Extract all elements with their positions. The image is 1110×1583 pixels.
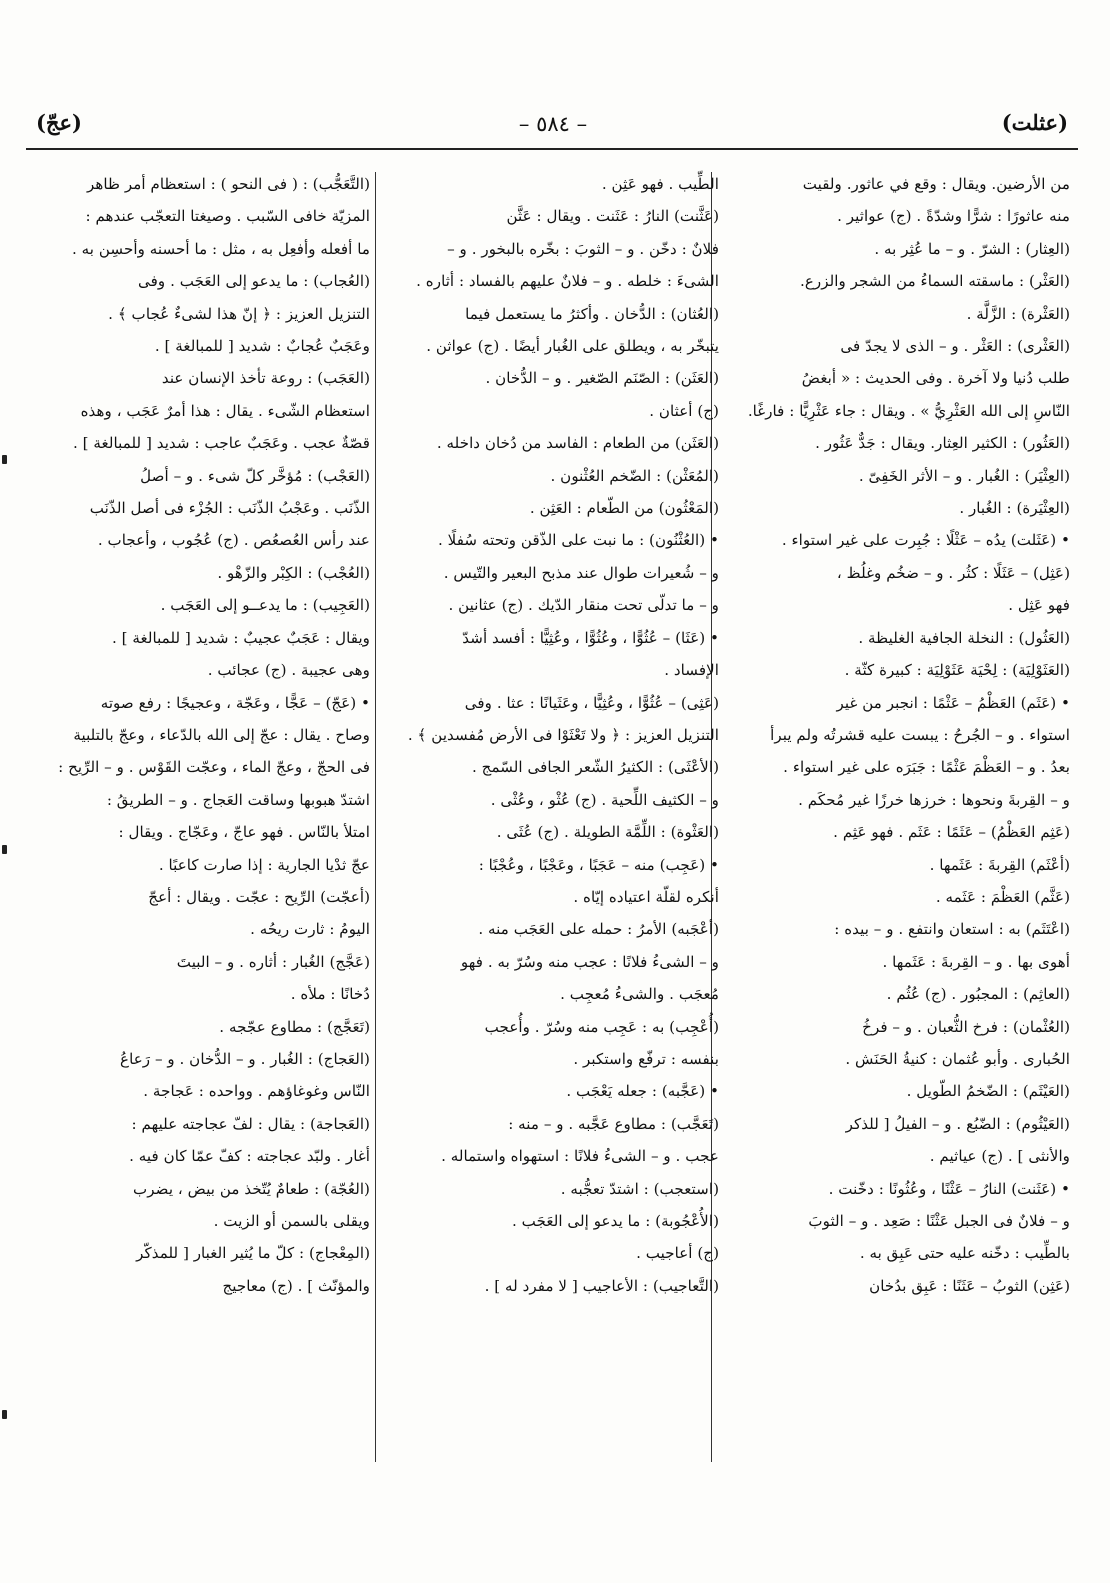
entry-line: • (العُثْنُون) : ما نبت على الذّقن وتحته سُفلًا . — [438, 531, 719, 550]
entry-line: ويقلى بالسمن أو الزيت . — [213, 1212, 370, 1230]
entry-line: (العَثْوة) : اللِّمَّة الطويلة . (ج) عُثَى . — [496, 823, 719, 842]
entry-line: (ج) أعاجيب . — [636, 1244, 719, 1263]
entry-line: (أعْثَم) القِربةَ : عَثَمها . — [929, 855, 1070, 874]
entry-line: (العَجِيب) : ما يدعــو إلى العَجَب . — [160, 596, 370, 615]
entry-line: • (عَجَّبه) : جعله يَعْجَب . — [566, 1082, 719, 1101]
entry-line: الذّنَب . وعَجْبُ الذّنَب : الجُزْء فى أصل الذّنَب — [89, 499, 370, 518]
entry-line: عجب . و – الشىءُ فلانًا : استهواه واستماله . — [441, 1147, 719, 1166]
entry-line: فى الحجّ ، وعجّ الماء ، وعجّت القَوْس . و – الرِّيح : — [58, 758, 370, 777]
entry-line: الطِّيب . فهو عَثِن . — [601, 175, 719, 193]
entry-line: (العَجْب) : مُؤخَّر كلّ شىء . و – أصلُ — [140, 466, 370, 485]
entry-line: ويقال : عَجَبٌ عجيبٌ : شديد [ للمبالغة ] . — [111, 628, 370, 647]
entry-line: • (عَثَا) – عُثُوًّا ، وعُثُوًّا ، وعُثِيًّا : أفسد أشدّ — [462, 628, 719, 647]
entry-line: فلانٌ : دخّن . و – الثوبَ : بخّره بالبخور . و – — [447, 239, 719, 258]
entry-line: التنزيل العزيز : ﴿ ولا تَعْثَوْا فى الأرض مُفسدين ﴾ . — [407, 725, 719, 744]
entry-line: النّاس وغوغاؤهم . وواحده : عَجاجة . — [143, 1082, 370, 1101]
entry-line: (أُعْجِب) به : عَجِب منه وسُرّ . وأُعجب — [484, 1017, 719, 1036]
entry-line: يتبخّر به ، ويطلق على الغُبار أيضًا . (ج) عواثن . — [426, 337, 719, 356]
entry-line: (العَجاج) : الغُبار . و – الدُّخان . و – رَعاعُ — [120, 1049, 370, 1068]
entry-line: فهو عَثِل . — [1008, 596, 1070, 615]
entry-line: (عَثِن) الثوبُ – عَثَنًا : عَبِق بدُخان — [869, 1276, 1070, 1295]
entry-line: (المِعْجاج) : كلّ ما يُثير الغبار [ للمذكّر — [136, 1244, 370, 1263]
entry-line: المزيّة خافى السّبب . وصيغتا التعجّب عندهم : — [85, 207, 370, 226]
entry-line: الشىءَ : خلطه . و – فلانٌ عليهم بالفساد : أثاره . — [416, 272, 719, 291]
entry-line: • (عَجّ) – عَجًّا ، وعَجّة ، وعجيجًا : رفع صوته — [100, 693, 370, 712]
entry-line: دُخانًا : ملأه . — [290, 985, 370, 1004]
entry-line: وعَجَبٌ عُجابٌ : شديد [ للمبالغة ] . — [154, 337, 370, 356]
header-rule — [26, 148, 1078, 150]
entry-line: (العُجْب) : الكِبْر والزّهْو . — [217, 563, 370, 582]
page-header — [28, 110, 1078, 146]
entry-line: (العَثَن) : الصّنَم الصّغير . و – الدُّخان . — [485, 369, 719, 388]
entry-line: (العِثْيَر) : الغُبار . و – الأثر الخَفِىّ . — [858, 466, 1070, 485]
entry-line: قصّةٌ عجب . وعَجَبٌ عاجب : شديد [ للمبالغة ] . — [73, 434, 370, 453]
entry-line: مُعجَب . والشىءُ مُعجِب . — [560, 985, 719, 1004]
scan-edge-mark — [2, 455, 7, 464]
entry-line: (ج) أعثان . — [649, 401, 719, 420]
entry-line: (استعجب) : اشتدّ تعجُّبه . — [560, 1179, 719, 1198]
column-left — [37, 168, 370, 1458]
entry-line: بالطِّيب : دخّنه عليه حتى عَبِق به . — [859, 1244, 1070, 1263]
entry-line: أغار . ولبّد عجاجته : كفّ عمّا كان فيه . — [129, 1147, 370, 1166]
entry-line: (عَثَّنت) النارُ : عَثَنت . ويقال : عَثَّن — [506, 207, 719, 226]
entry-line: وصاح . يقال : عجّ إلى الله بالدّعاء ، وعجّ بالتلبية — [73, 725, 370, 744]
entry-line: (الأعْثَى) : الكثيرُ الشّعر الجافى السّمج . — [471, 758, 719, 777]
entry-line: (المَعْثُون) من الطّعام : العَثِن . — [529, 499, 719, 518]
entry-line: (العَثْرى) : العَثْر . و – الذى لا يجدّ فى — [840, 337, 1070, 356]
entry-line: و – الكثيف اللِّحية . (ج) عُثْو ، وعُثْى . — [490, 790, 719, 809]
entry-line: استعظام الشّىء . يقال : هذا أمرٌ عَجَب ، وهذه — [80, 401, 370, 420]
entry-line: والأنثى ] . (ج) عياثيم . — [929, 1147, 1070, 1166]
entry-line: و – الشىءُ فلانًا : عجب منه وسُرّ به . فهو — [460, 952, 719, 971]
entry-line: (عَثِل) – عَثَلًا : كثُر . و – ضخُم وغلُظ ، — [836, 563, 1070, 582]
entry-line: امتلأ بالنّاس . فهو عاجّ ، وعَجّاج . ويقال : — [118, 823, 370, 842]
entry-line: و – ما تدلّى تحت منقار الدّيك . (ج) عثانين . — [448, 596, 719, 615]
entry-line: (العَثَوْلِيَة) : لِحْيَة عَثَوْلِيَة : كبيرة كثّة . — [844, 661, 1070, 680]
entry-line: (العاثِم) : المجبُور . (ج) عُثُم . — [886, 985, 1070, 1004]
entry-line: و – القِربةَ ونحوها : خرزها خرزًا غير مُحكَم . — [798, 790, 1070, 809]
entry-line: (العَثْر) : ماسقته السماءُ من الشجر والزرع. — [800, 272, 1070, 291]
entry-line: الإفساد . — [664, 661, 719, 680]
entry-line: (الأُعْجُوبة) : ما يدعو إلى العَجَب . — [512, 1212, 719, 1230]
entry-line: (العَيْثُوم) : الضّبُع . و – الفيلُ [ للذكر — [845, 1114, 1070, 1133]
entry-line: اشتدّ هبوبها وساقت العَجاج . و – الطريقُ : — [106, 790, 370, 809]
entry-line: (عَثِم العَظْمُ) – عَثَمًا : عَثَم . فهو عَثِم . — [833, 823, 1070, 842]
entry-line: النّاسِ إلى الله العَثْرِيُّ » . ويقال : جاء عَثْرِيًّا : فارغًا. — [747, 401, 1070, 420]
entry-line: بعدُ . و – العَظْمَ عَثْمًا : جَبَرَه على غير استواء . — [783, 758, 1070, 777]
entry-line: الحُبارى . وأبو عُثمان : كنيةُ الحَنَش . — [845, 1049, 1070, 1068]
entry-line: (العَثُول) : النخلة الجافية الغليظة . — [858, 628, 1070, 647]
entry-line: بنفسه : ترفّع واستكبر . — [573, 1049, 719, 1068]
entry-line: (عَثَّم) العَظْمَ : عَثَمه . — [935, 887, 1070, 906]
entry-line: استواء . و – الجُرحُ : يبست عليه قشرتُه ولم يبرأ — [770, 725, 1070, 744]
entry-line: وهى عجيبة . (ج) عجائب . — [207, 661, 370, 680]
entry-line: التنزيل العزيز : ﴿ إنّ هذا لشىءٌ عُجاب ﴾ . — [108, 304, 370, 323]
scan-edge-mark — [2, 845, 7, 854]
entry-line: (العَجَب) : روعة تأخذ الإنسان عند — [161, 369, 370, 388]
entry-line: أهوى بها . و – القِربةَ : عَثَمها . — [882, 952, 1070, 971]
entry-line: و – شُعيرات طوال عند مذبح البعير والتّيس . — [443, 563, 719, 582]
scan-edge-mark — [2, 1410, 7, 1419]
entry-line: منه عاثورًا : شرًّا وشدّةً . (ج) عواثير . — [837, 207, 1070, 226]
dictionary-columns — [28, 160, 1080, 1460]
entry-line: (عَجَّج) الغُبار : أثاره . و – البيتَ — [176, 952, 370, 971]
entry-line: (العَيْثَم) : الضّخمُ الطّويل . — [906, 1082, 1070, 1101]
entry-line: طلب دُنيا ولا آخرة . وفى الحديث : « أبغضُ — [801, 369, 1070, 388]
column-divider — [375, 172, 376, 1462]
entry-line: (التَّعاجيب) : الأعاجيب [ لا مفرد له ] . — [484, 1276, 719, 1295]
entry-line: و – فلانٌ فى الجبل عَثْنًا : صَعِد . و – الثوبَ — [808, 1212, 1070, 1230]
entry-line: • (عَثَلت) يدُه – عَثْلًا : جُبِرت على غير استواء . — [781, 531, 1070, 550]
header-root-right: (عثلت) — [1001, 110, 1068, 135]
entry-line: أنكره لقلّة اعتياده إيّاه . — [573, 887, 719, 906]
entry-line: عند رأس العُصعُص . (ج) عُجُوب ، وأعجاب . — [97, 531, 370, 550]
header-root-left: (عجّ) — [36, 110, 82, 135]
entry-line: (أعجّت) الرِّيح : عجّت . ويقال : أعجّ — [148, 887, 370, 906]
entry-line: من الأرضين. ويقال : وقع في عاثور. ولقيت — [802, 175, 1070, 193]
entry-line: • (عَثَم) العَظْمُ – عَثْمًا : انجبر من غير — [836, 693, 1070, 712]
page-number: – ٥٨٤ – — [518, 112, 588, 136]
entry-line: (العَجاجة) : يقال : لفّ عجاجته عليهم : — [131, 1114, 370, 1133]
entry-line: ما أفعله وأفعِل به ، مثل : ما أحسنه وأحسِن به . — [72, 239, 370, 258]
entry-line: (العِثار) : الشرّ . و – ما عُثِر به . — [874, 239, 1070, 258]
entry-line: (العَثَن) من الطعام : الفاسد من دُخان داخله . — [436, 434, 719, 453]
column-middle — [386, 168, 719, 1458]
entry-line: (تَعَجَّج) : مطاوع عجّجه . — [219, 1017, 370, 1036]
entry-line: • (عَثَنت) النارُ – عَثْنًا ، وعُثُونًا : دخّنت . — [828, 1179, 1070, 1198]
entry-line: (عَثِى) – عُثُوًّا ، وعُثِيًّا ، وعَثَيانًا : عثا . وفى — [464, 693, 719, 712]
entry-line: (اعْتَثَم) به : استعان وانتفع . و – بيده : — [834, 920, 1070, 939]
entry-line: (العِثْيَرة) : الغُبار . — [959, 499, 1070, 518]
entry-line: (العُثان) : الدُّخان . وأكثرُ ما يستعمل فيما — [465, 304, 719, 323]
entry-line: • (عَجِب) منه – عَجَبًا ، وعَجْبًا ، وعُجْبًا : — [478, 855, 719, 874]
entry-line: (العُجّة) : طعامٌ يُتّخذ من بيض ، يضرب — [132, 1179, 370, 1198]
entry-line: (المُعَثْن) : الضّخم العُثْنون . — [550, 466, 719, 485]
entry-line: (تَعَجَّب) : مطاوع عَجَّبه . و – منه : — [508, 1114, 719, 1133]
entry-line: (التَّعَجُّب) : ( فى النحو ) : استعظام أمر ظاهر — [86, 175, 370, 193]
entry-line: (العُثْمان) : فرخ الثُّعبان . و – فرخُ — [862, 1017, 1070, 1036]
entry-line: (العَثُور) : الكثير العِثار. ويقال : جَدٌّ عَثُور . — [815, 434, 1070, 453]
column-right — [737, 168, 1070, 1458]
entry-line: عجّ ثدْيا الجارية : إذا صارت كاعبًا . — [158, 855, 370, 874]
entry-line: (العَثْرة) : الزَّلَّة . — [966, 304, 1070, 323]
entry-line: (أعْجَبه) الأمرُ : حمله على العَجَب منه . — [478, 920, 719, 939]
entry-line: اليومُ : ثارت ريحُه . — [250, 920, 370, 939]
entry-line: (العُجاب) : ما يدعو إلى العَجَب . وفى — [137, 272, 370, 291]
entry-line: والمؤنّث ] . (ج) معاجيج — [222, 1276, 370, 1295]
